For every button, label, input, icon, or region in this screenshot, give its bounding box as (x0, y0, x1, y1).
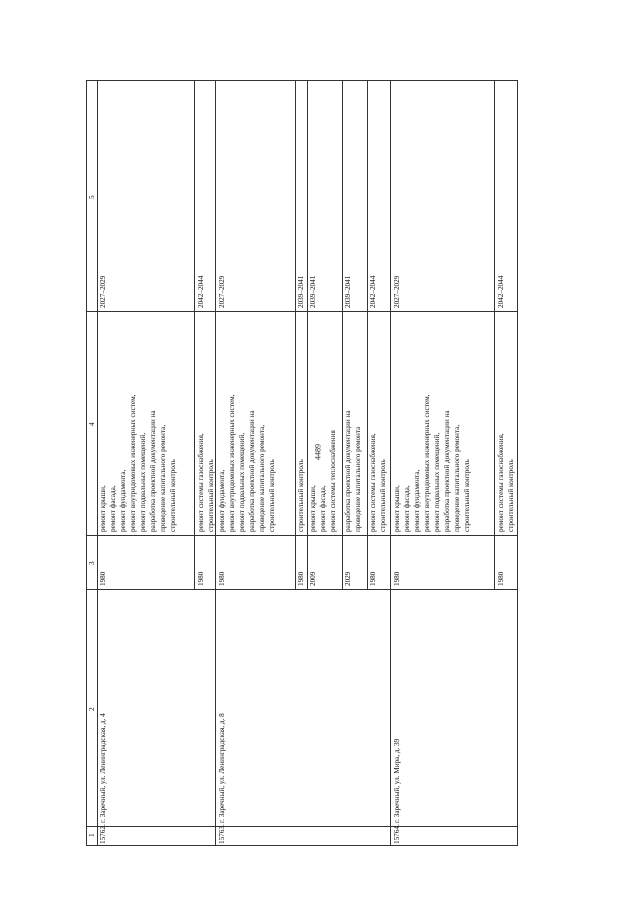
row-divider (390, 81, 391, 845)
column-divider (87, 311, 517, 312)
capital-repair-table: 1 2 3 4 5 15762. г. Заречный, ул. Ленинградская, д. 4 1980 ремонт крыши, ремонт фасада, ремонт фундамента, ремонт внутридомовых инженерных систем, ремонт подвальных помещений, разработка проектной документации на проведение капитального ремонта, строительный контроль 2027–2029 1980 ремонт системы газоснабжения, строительный контроль 2042–2044 15763. г. Заречный, ул. Ленинградская, д. 8 1980 ремонт фундамента, ремонт внутридомовых инженерных систем, ремонт подвальных помещений, разработка проектной документации на проведение капитального ремонта, строительный контроль 2027–2029 1980 строительный контроль 2039–2041 2009 ремонт крыши, ремонт фасада, ремонт системы теплоснабжения 2039–2041 2029 разработка проектной документации на проведение капитального ремонта 2039–2041 1980 ремонт системы газоснабжения, строительный контроль 2042–2044 15764. г. Заречный, ул. Мира, д. 39 1980 ремонт крыши, ремонт фасада, ремонт фундамента, ремонт внутридомовых инженерных систем, ремонт подвальных помещений, разработка проектной документации на проведение капитального ремонта, строительный контроль 2027–2029 1980 ремонт системы газоснабжения, строительный контроль 2042–2044 (86, 80, 518, 846)
column-divider (87, 589, 517, 590)
column-divider (87, 826, 517, 827)
subrow-divider (494, 81, 495, 589)
subrow-divider (194, 81, 195, 589)
column-divider (87, 535, 517, 536)
page-number-text: 4489 (313, 444, 323, 460)
